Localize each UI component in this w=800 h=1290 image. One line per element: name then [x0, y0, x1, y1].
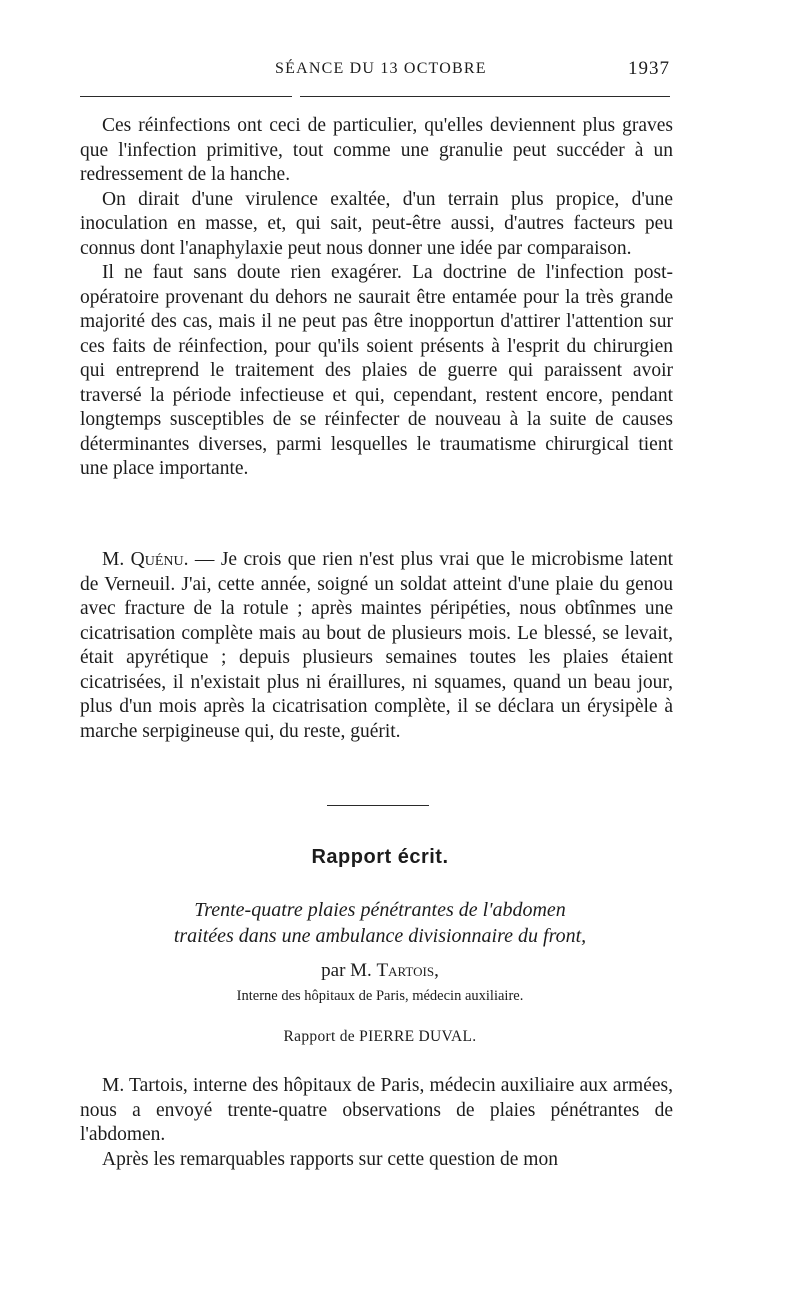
author-line: [0, 960, 760, 982]
section-separator: [327, 805, 429, 806]
speaker-name: M. Quénu.: [102, 549, 189, 570]
running-title: SÉANCE DU 13 OCTOBRE: [275, 60, 487, 77]
page-number: 1937: [628, 58, 670, 79]
author-name: Tartois,: [376, 960, 439, 981]
body-text-bottom: [80, 1074, 673, 1172]
work-title-line-1: Trente-quatre plaies pénétrantes de l'abdomen: [194, 899, 566, 921]
paragraph: Ces réinfections ont ceci de particulier, qu'elles deviennent plus graves que l'infection primitive, tout comme une granulie peut succéder à un redressement de la hanche.: [80, 115, 673, 185]
work-title: [0, 897, 760, 949]
running-header: [80, 58, 672, 88]
paragraph: Il ne faut sans doute rien exagérer. La doctrine de l'infection post-opératoire provenant du dehors ne saurait être entamée pour la très grande majorité des cas, mais il ne peut pas être inopportun d'attirer l'attention sur ces faits de réinfection, pour qu'ils soient présents à l'esprit du chirurgien qui entreprend le traitement des plaies de guerre qui paraissent avoir traversé la période infectieuse et qui, cependant, restent encore, pendant longtemps susceptibles de se réinfecter de nouveau à la suite de causes déterminantes diverses, parmi lesquelles le traumatisme chirurgical tient une place importante.: [80, 262, 673, 479]
body-text-top: [80, 114, 673, 482]
discussion-paragraph: [80, 548, 673, 744]
reporter-line: Rapport de PIERRE DUVAL.: [283, 1028, 477, 1045]
author-prefix: par M.: [321, 960, 377, 981]
report-heading: Rapport écrit.: [311, 846, 449, 868]
paragraph: M. Tartois, interne des hôpitaux de Paris, médecin auxiliaire aux armées, nous a envoyé trente-quatre observations de plaies pénétrantes de l'abdomen.: [80, 1075, 673, 1145]
paragraph: Après les remarquables rapports sur cette question de mon: [102, 1148, 558, 1170]
work-title-line-2: traitées dans une ambulance divisionnaire du front,: [173, 925, 587, 947]
paragraph: On dirait d'une virulence exaltée, d'un terrain plus propice, d'une inoculation en masse, et, qui sait, peut-être aussi, d'autres facteurs peu connus dont l'anaphylaxie peut nous donner une idée par comparaison.: [80, 188, 673, 259]
discussion-text: — Je crois que rien n'est plus vrai que le microbisme latent de Verneuil. J'ai, cette année, soigné un soldat atteint d'une plaie du genou avec fracture de la rotule ; après maintes péripéties, nous obtînmes une cicatrisation complète mais au bout de plusieurs mois. Le blessé, se levait, était apyrétique ; depuis plusieurs semaines toutes les plaies étaient cicatrisées, il n'existait plus ni éraillures, ni squames, quand un beau jour, plus d'un mois après la cicatrisation complète, il se déclara un érysipèle à marche serpigineuse qui, du reste, guérit.: [80, 549, 673, 742]
header-rule-right: [300, 96, 670, 97]
header-rule-left: [80, 96, 292, 97]
author-affiliation: Interne des hôpitaux de Paris, médecin auxiliaire.: [236, 988, 524, 1004]
discussion-block: [80, 548, 673, 744]
